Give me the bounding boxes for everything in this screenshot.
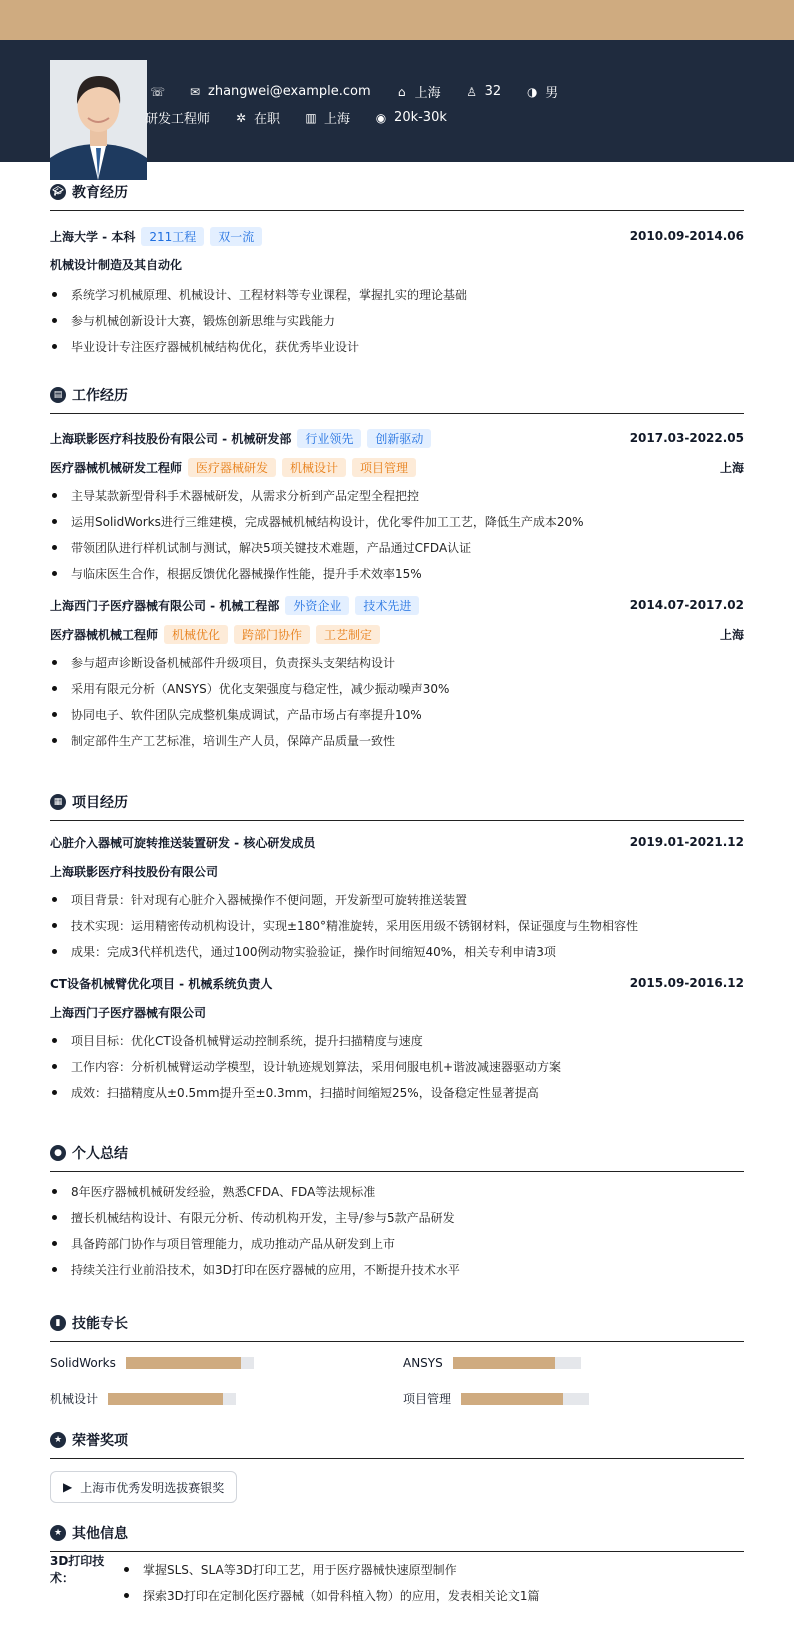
school-name: 上海大学 - 本科 [50,229,136,244]
section-title: ★ 荣誉奖项 [50,1428,744,1459]
bullet-list [50,1178,744,1282]
skill-name: ANSYS [403,1356,443,1370]
city-text: 上海 [414,86,441,101]
award-name: 上海市优秀发明选拔赛银奖 [80,1480,225,1495]
user-icon: ● [50,1145,66,1161]
skill-item [403,1356,581,1370]
major: 机械设计制造及其自动化 [50,257,183,272]
phone-icon: ☏ [150,84,166,99]
location: 上海 [719,627,744,642]
list-item: 参与超声诊断设备机械部件升级项目，负责探头支架结构设计 [50,649,744,675]
tag: 项目管理 [352,458,416,477]
role-name: 医疗器械机械研发工程师 [50,460,183,475]
project-header [50,972,744,994]
date: 2019.01-2021.12 [629,835,744,849]
tag: 跨部门协作 [234,625,310,644]
tag: 机械优化 [164,625,228,644]
list-item: 采用有限元分析（ANSYS）优化支架强度与稳定性，减少振动噪声30% [50,675,744,701]
location: 上海 [719,460,744,475]
section-title: ▮ 技能专长 [50,1311,744,1342]
company-name: 上海联影医疗科技股份有限公司 - 机械研发部 [50,431,292,446]
skill-item [50,1356,254,1370]
skill-bar-fill [126,1357,241,1369]
job-header [50,594,744,616]
role-name: 医疗器械机械工程师 [50,627,159,642]
job-row [145,108,447,127]
status-icon: ✲ [235,110,247,125]
tag: 双一流 [210,227,262,246]
top-accent-bar [0,0,794,40]
projects-section [50,790,744,1105]
building-icon: ▥ [305,110,317,125]
age-text: 32 [484,84,502,99]
list-item: 主导某款新型骨科手术器械研发，从需求分析到产品定型全程把控 [50,482,744,508]
home-icon: ⌂ [397,84,406,99]
avatar [50,60,147,180]
briefcase-icon: ▤ [50,387,66,403]
list-item: 项目目标：优化CT设备机械臂运动控制系统，提升扫描精度与速度 [50,1027,744,1053]
grid-icon: ▦ [50,794,66,810]
other-label: 3D打印技术： [50,1554,105,1585]
list-item: 制定部件生产工艺标准，培训生产人员，保障产品质量一致性 [50,727,744,753]
expect-city-text: 上海 [324,112,351,127]
skill-bar-fill [453,1357,555,1369]
list-item: 技术实现：运用精密传动机构设计，实现±180°精准旋转，采用医用级不锈钢材料，保证强度与生物相容性 [50,912,744,938]
list-item: 成效：扫描精度从±0.5mm提升至±0.3mm，扫描时间缩短25%，设备稳定性显著提高 [50,1079,744,1105]
role-row [50,456,744,478]
profile-header [0,40,794,162]
bullet-list [50,281,744,359]
work-section [50,383,744,753]
list-item: 成果：完成3代样机迭代，通过100例动物实验验证，操作时间缩短40%，相关专利申请3项 [50,938,744,964]
tag: 医疗器械研发 [188,458,276,477]
skill-bar [108,1393,236,1405]
education-section [50,180,744,359]
section-title: ▤ 工作经历 [50,383,744,414]
bullet-list [50,1027,744,1105]
list-item: 与临床医生合作，根据反馈优化器械操作性能，提升手术效率15% [50,560,744,586]
job-text: 研发工程师 [145,112,211,127]
tag: 工艺制定 [316,625,380,644]
skill-bar [461,1393,589,1405]
bullet-list [50,886,744,964]
section-title: ★ 其他信息 [50,1521,744,1552]
skill-item [403,1390,589,1407]
list-item: 系统学习机械原理、机械设计、工程材料等专业课程，掌握扎实的理论基础 [50,281,744,307]
tag: 创新驱动 [367,429,431,448]
bullet-list [50,482,744,586]
date: 2010.09-2014.06 [629,229,744,243]
list-item: 运用SolidWorks进行三维建模，完成器械机械结构设计，优化零件加工工艺，降低生产成本20% [50,508,744,534]
skill-bar [453,1357,581,1369]
tag: 211工程 [141,227,204,246]
skill-name: 项目管理 [403,1392,452,1406]
awards-section [50,1428,744,1459]
other-section [50,1521,744,1608]
status-text: 在职 [254,112,281,127]
age-icon: ♙ [466,84,478,99]
bullet-list [50,649,744,753]
skill-bar [126,1357,254,1369]
skills-section [50,1311,744,1342]
section-title: 🎓︎ 教育经历 [50,180,744,211]
bullet-list [122,1556,540,1608]
list-item: 带领团队进行样机试制与测试，解决5项关键技术难题，产品通过CFDA认证 [50,534,744,560]
project-org: 上海联影医疗科技股份有限公司 [50,864,219,879]
section-title: ▦ 项目经历 [50,790,744,821]
list-item: 持续关注行业前沿技术，如3D打印在医疗器械的应用，不断提升技术水平 [50,1256,744,1282]
list-item: 探索3D打印在定制化医疗器械（如骨科植入物）的应用，发表相关论文1篇 [122,1582,540,1608]
list-item: 工作内容：分析机械臂运动学模型，设计轨迹规划算法，采用伺服电机+谐波减速器驱动方案 [50,1053,744,1079]
job-header [50,427,744,449]
project-name: 心脏介入器械可旋转推送装置研发 - 核心研发成员 [50,835,316,850]
chart-icon: ▮ [50,1315,66,1331]
skill-bar-fill [461,1393,563,1405]
project-org: 上海西门子医疗器械有限公司 [50,1005,207,1020]
salary-text: 20k-30k [394,110,447,125]
date: 2014.07-2017.02 [629,598,744,612]
play-icon: ▶ [63,1480,73,1494]
list-item: 具备跨部门协作与项目管理能力，成功推动产品从研发到上市 [50,1230,744,1256]
list-item: 擅长机械结构设计、有限元分析、传动机构开发，主导/参与5款产品研发 [50,1204,744,1230]
gender-text: 男 [545,86,559,101]
email-icon: ✉ [189,84,201,99]
info-icon: ★ [50,1525,66,1541]
tag: 外资企业 [285,596,349,615]
list-item: 参与机械创新设计大赛，锻炼创新思维与实践能力 [50,307,744,333]
email-text[interactable]: zhangwei@example.com [208,84,371,99]
award-item [50,1471,237,1503]
skill-name: SolidWorks [50,1356,116,1370]
section-title: ● 个人总结 [50,1141,744,1172]
list-item: 项目背景：针对现有心脏介入器械操作不便问题，开发新型可旋转推送装置 [50,886,744,912]
graduation-cap-icon: 🎓︎ [50,184,66,200]
list-item: 掌握SLS、SLA等3D打印工艺，用于医疗器械快速原型制作 [122,1556,540,1582]
list-item: 毕业设计专注医疗器械机械结构优化，获优秀毕业设计 [50,333,744,359]
skill-item [50,1390,236,1407]
tag: 行业领先 [297,429,361,448]
list-item: 8年医疗器械机械研发经验，熟悉CFDA、FDA等法规标准 [50,1178,744,1204]
award-icon: ★ [50,1432,66,1448]
company-name: 上海西门子医疗器械有限公司 - 机械工程部 [50,598,280,613]
date: 2015.09-2016.12 [629,976,744,990]
tag: 技术先进 [355,596,419,615]
contact-row [150,82,558,101]
date: 2017.03-2022.05 [629,431,744,445]
gender-icon: ◑ [526,84,538,99]
role-row [50,623,744,645]
salary-icon: ◉ [375,110,387,125]
project-name: CT设备机械臂优化项目 - 机械系统负责人 [50,976,273,991]
list-item: 协同电子、软件团队完成整机集成调试，产品市场占有率提升10% [50,701,744,727]
skill-name: 机械设计 [50,1392,99,1406]
education-row [50,225,744,247]
skill-bar-fill [108,1393,223,1405]
tag: 机械设计 [282,458,346,477]
summary-section [50,1141,744,1282]
project-header [50,831,744,853]
